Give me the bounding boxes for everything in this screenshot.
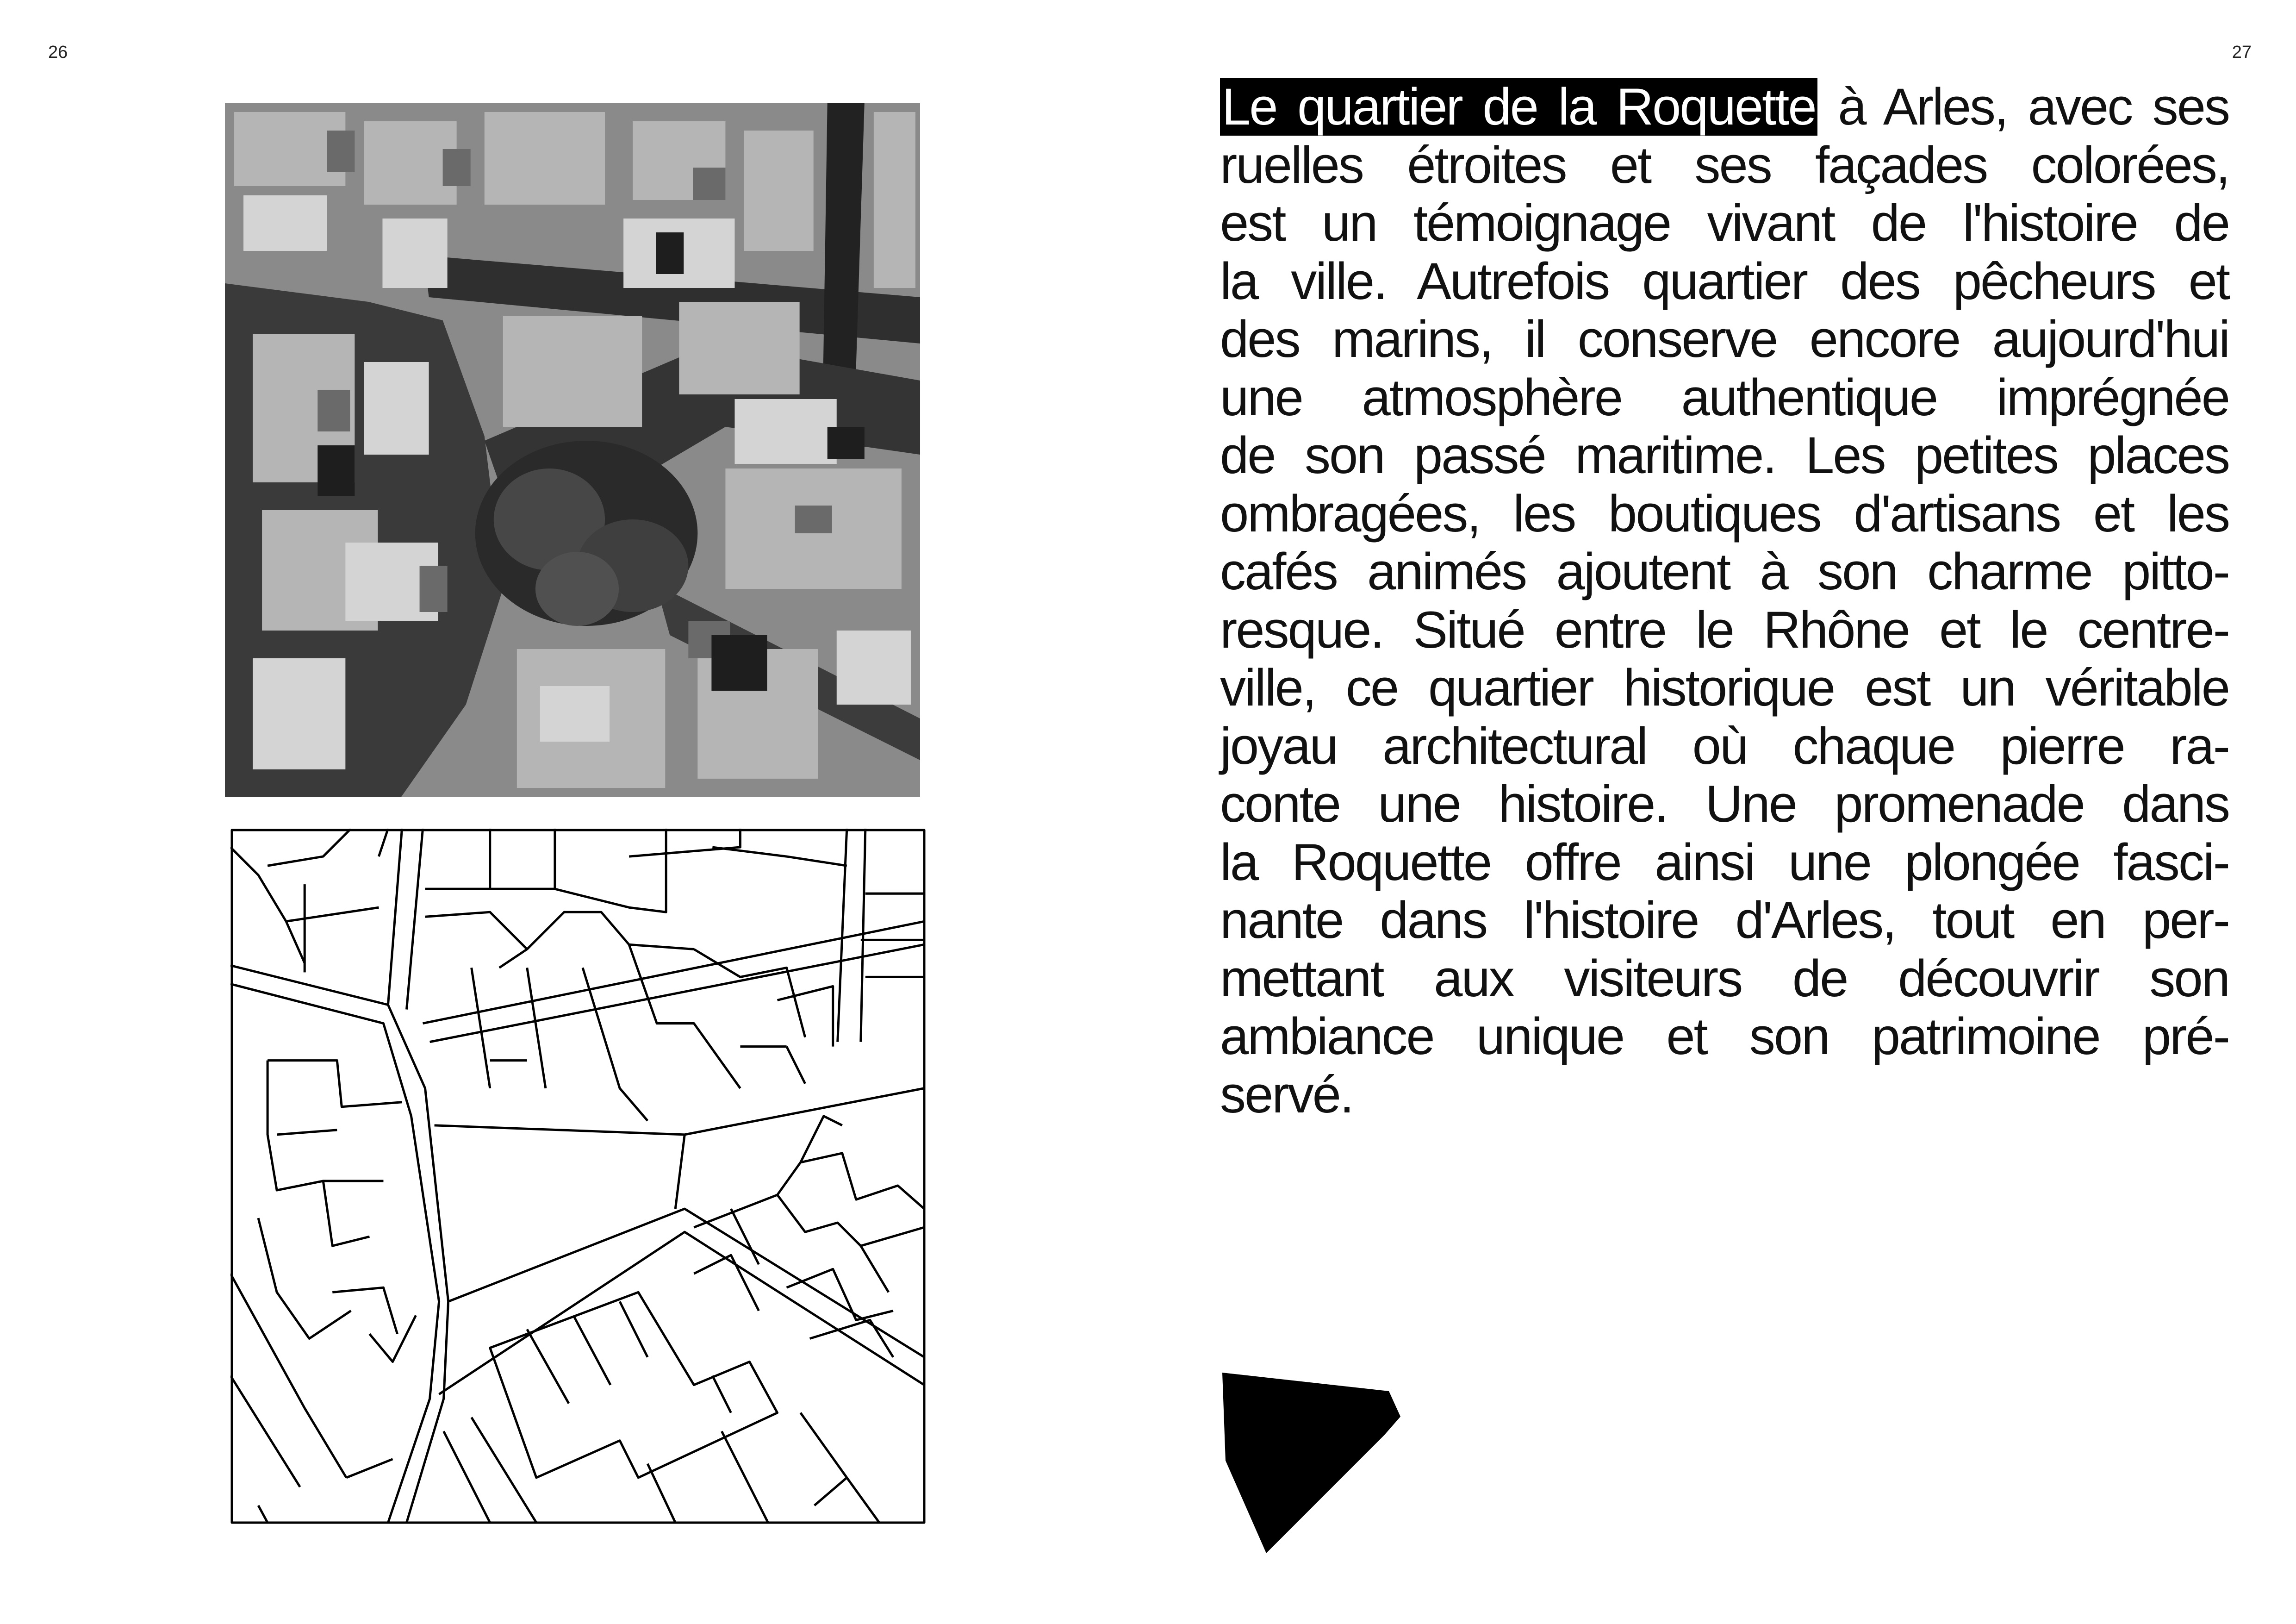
text-line: ruelles étroites et ses façades colorées,	[1220, 136, 2229, 194]
highlighted-title: Le quartier de la Roquette	[1220, 78, 1817, 136]
cadastral-plan	[230, 829, 926, 1524]
text-line: resque. Situé entre le Rhône et le centre-	[1220, 600, 2229, 659]
body-text	[1220, 78, 2229, 1124]
text-line: conte une histoire. Une promenade dans	[1220, 775, 2229, 833]
text-line: ambiance unique et son patrimoine pré-	[1220, 1007, 2229, 1065]
text-line: Le quartier de la Roquette à Arles, avec ses	[1220, 78, 2229, 136]
text-line: la Roquette offre ainsi une plongée fasci-	[1220, 833, 2229, 891]
text-line: la ville. Autrefois quartier des pêcheurs et	[1220, 252, 2229, 310]
text-line: une atmosphère authentique imprégnée	[1220, 368, 2229, 426]
text-line: ombragées, les boutiques d'artisans et les	[1220, 484, 2229, 543]
aerial-photo	[225, 103, 920, 797]
text-line: cafés animés ajoutent à son charme pitto-	[1220, 543, 2229, 600]
text-line: nante dans l'histoire d'Arles, tout en per-	[1220, 891, 2229, 949]
square-pictogram	[1220, 1370, 1405, 1555]
text-line: servé.	[1220, 1065, 1353, 1124]
text-line: de son passé maritime. Les petites places	[1220, 426, 2229, 484]
page-number-right: 27	[2232, 43, 2252, 62]
text-line: ville, ce quartier historique est un véritable	[1220, 659, 2229, 717]
text-line: joyau architectural où chaque pierre ra-	[1220, 717, 2229, 775]
text-line: est un témoignage vivant de l'histoire de	[1220, 194, 2229, 252]
page-number-left: 26	[48, 43, 68, 62]
text-line: mettant aux visiteurs de découvrir son	[1220, 949, 2229, 1007]
text-line: des marins, il conserve encore aujourd'hui	[1220, 310, 2229, 368]
